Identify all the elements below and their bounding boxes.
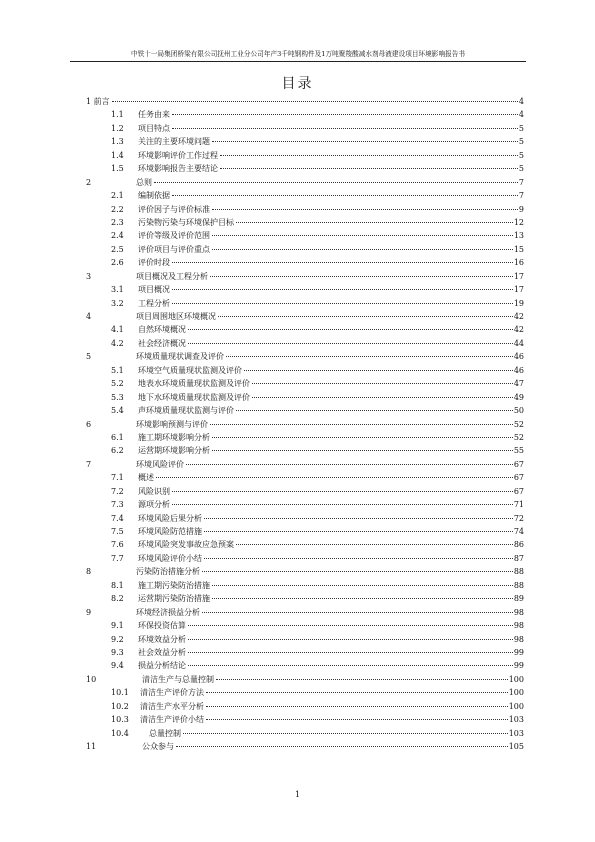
toc-entry[interactable]: [86, 565, 524, 578]
toc-entry-page: 50: [513, 406, 524, 416]
toc-entry-page: 67: [513, 486, 524, 496]
toc-dot-leader: [176, 746, 508, 747]
toc-entry-number: 1.5: [111, 164, 124, 174]
toc-entry-number: 4: [86, 312, 92, 321]
toc-dot-leader: [220, 155, 518, 156]
toc-entry-number: 6.2: [111, 446, 124, 456]
toc-entry[interactable]: [86, 552, 524, 565]
toc-entry-page: 67: [513, 459, 524, 469]
toc-entry[interactable]: [86, 619, 524, 632]
toc-dot-leader: [188, 625, 513, 626]
toc-entry[interactable]: [86, 364, 524, 377]
toc-entry-title: 关注的主要环境问题: [138, 137, 210, 147]
toc-entry-page: 74: [513, 527, 524, 536]
toc-dot-leader: [212, 437, 513, 438]
toc-dot-leader: [186, 464, 513, 465]
toc-entry[interactable]: [86, 203, 524, 216]
toc-entry-number: 2: [86, 177, 92, 187]
toc-entry[interactable]: [86, 122, 524, 135]
header-rule: [70, 61, 526, 62]
toc-entry-number: 9.2: [111, 634, 124, 644]
toc-entry-page: 49: [513, 392, 524, 402]
toc-entry-number: 2.5: [111, 244, 124, 254]
toc-entry-number: 5.3: [111, 392, 124, 402]
toc-entry-number: 1.3: [111, 137, 124, 147]
toc-dot-leader: [204, 558, 513, 559]
toc-dot-leader: [212, 235, 513, 236]
toc-entry[interactable]: [86, 310, 524, 323]
toc-dot-leader: [212, 450, 513, 451]
toc-entry-page: 98: [513, 607, 524, 617]
toc-entry-page: 5: [518, 137, 524, 147]
toc-dot-leader: [172, 195, 518, 196]
toc-entry[interactable]: [86, 189, 524, 202]
toc-entry-page: 103: [508, 715, 524, 725]
toc-entry-page: 99: [513, 647, 524, 657]
toc-entry-title: 总量控制: [149, 728, 181, 738]
toc-dot-leader: [202, 612, 513, 613]
toc-entry-title: 环境空气质量现状监测及评价: [138, 365, 242, 375]
toc-entry-page: 87: [513, 553, 524, 563]
toc-entry[interactable]: [86, 162, 524, 175]
toc-dot-leader: [172, 114, 518, 115]
toc-dot-leader: [183, 733, 508, 734]
toc-entry-page: 103: [508, 728, 524, 738]
toc-entry-page: 4: [518, 97, 524, 106]
toc-entry-title: 声环境质量现状监测与评价: [138, 406, 234, 416]
table-of-contents: [86, 95, 524, 753]
toc-dot-leader: [202, 571, 513, 572]
toc-entry-title: 项目周围地区环境概况: [136, 312, 216, 321]
toc-entry-page: 7: [518, 177, 524, 187]
toc-dot-leader: [204, 518, 513, 519]
toc-entry-number: 5.1: [111, 365, 124, 375]
toc-entry[interactable]: [86, 606, 524, 619]
toc-entry-number: 6.1: [111, 432, 124, 442]
toc-entry[interactable]: [86, 283, 524, 296]
toc-entry[interactable]: [86, 727, 524, 740]
toc-entry[interactable]: [86, 485, 524, 498]
toc-dot-leader: [172, 491, 513, 492]
toc-entry-title: 环境质量现状调查及评价: [136, 352, 224, 362]
toc-dot-leader: [252, 397, 513, 398]
toc-entry-title: 任务由来: [138, 110, 170, 120]
toc-entry[interactable]: [86, 135, 524, 148]
toc-dot-leader: [206, 692, 508, 693]
toc-entry-page: 99: [513, 661, 524, 671]
toc-entry[interactable]: [86, 471, 524, 484]
toc-dot-leader: [244, 370, 513, 371]
toc-entry[interactable]: [86, 404, 524, 417]
toc-entry[interactable]: [86, 444, 524, 457]
toc-entry-number: 3: [86, 271, 92, 281]
toc-title: 目录: [281, 76, 314, 92]
toc-entry-number: 8.2: [111, 594, 124, 604]
toc-entry-title: 评价项目与评价重点: [138, 244, 210, 254]
toc-entry-page: 17: [513, 285, 524, 295]
toc-entry-page: 7: [518, 191, 524, 201]
toc-dot-leader: [212, 209, 518, 210]
toc-entry-page: 5: [518, 123, 524, 133]
toc-entry[interactable]: [86, 149, 524, 162]
toc-entry-title: 社会经济概况: [138, 338, 186, 348]
toc-entry-title: 地表水环境质量现状监测及评价: [138, 379, 250, 389]
toc-entry-page: 98: [513, 621, 524, 631]
toc-entry-page: 15: [513, 244, 524, 254]
toc-dot-leader: [172, 262, 513, 263]
toc-entry[interactable]: [86, 337, 524, 350]
toc-entry-number: 9.1: [111, 621, 124, 631]
toc-entry-title: 清洁生产评价方法: [140, 688, 204, 698]
toc-entry[interactable]: [86, 256, 524, 269]
toc-entry[interactable]: [86, 659, 524, 672]
toc-entry[interactable]: [86, 592, 524, 605]
toc-dot-leader: [212, 141, 518, 142]
toc-dot-leader: [210, 276, 513, 277]
toc-dot-leader: [188, 329, 513, 330]
toc-entry-number: 7.2: [111, 486, 124, 496]
toc-entry-title: 评价等级及评价范围: [138, 231, 210, 241]
toc-entry-page: 52: [513, 419, 524, 429]
toc-entry-page: 55: [513, 446, 524, 456]
toc-dot-leader: [172, 289, 513, 290]
toc-dot-leader: [204, 531, 513, 532]
toc-entry-number: 4.2: [111, 338, 124, 348]
toc-entry-title: 环保投资估算: [138, 621, 186, 631]
toc-entry-title: 编制依据: [138, 191, 170, 201]
toc-entry-title: 环境影响报告主要结论: [138, 164, 218, 174]
toc-entry-title: 评价时段: [138, 258, 170, 268]
toc-entry-number: 7.1: [111, 473, 124, 483]
toc-entry-page: 86: [513, 540, 524, 550]
toc-entry[interactable]: [86, 391, 524, 404]
toc-entry-title: 自然环境概况: [138, 325, 186, 335]
toc-entry-page: 88: [513, 567, 524, 577]
toc-entry[interactable]: [86, 633, 524, 646]
toc-entry-number: 10.1: [111, 688, 129, 698]
toc-entry-number: 10.4: [111, 728, 129, 738]
toc-entry-number: 8: [86, 567, 92, 577]
toc-entry-number: 1 前言: [86, 97, 110, 106]
toc-entry[interactable]: [86, 673, 524, 686]
toc-dot-leader: [188, 652, 513, 653]
toc-dot-leader: [188, 343, 513, 344]
toc-entry-page: 19: [513, 298, 524, 308]
toc-entry-number: 2.1: [111, 191, 124, 201]
toc-entry-number: 7.4: [111, 513, 124, 523]
toc-entry[interactable]: [86, 216, 524, 229]
toc-entry[interactable]: [86, 176, 524, 189]
toc-entry[interactable]: [86, 95, 524, 108]
toc-dot-leader: [226, 356, 513, 357]
toc-entry-title: 项目特点: [138, 123, 170, 133]
toc-entry-title: 工程分析: [138, 298, 170, 308]
toc-entry-page: 47: [513, 379, 524, 389]
toc-entry-number: 9.3: [111, 647, 124, 657]
toc-dot-leader: [216, 679, 508, 680]
running-header: 中铁十一局集团桥梁有限公司抚州工业分公司年产3千吨钢构件及1万吨聚羧酸减水剂母液建设项目环境影响报告书: [130, 50, 466, 58]
toc-dot-leader: [154, 182, 518, 183]
toc-entry-page: 5: [518, 150, 524, 160]
toc-entry-title: 环境效益分析: [138, 634, 186, 644]
toc-entry[interactable]: [86, 297, 524, 310]
toc-dot-leader: [156, 477, 513, 478]
toc-entry-page: 52: [513, 432, 524, 442]
toc-dot-leader: [210, 424, 513, 425]
toc-entry-page: 88: [513, 580, 524, 590]
toc-entry-number: 9: [86, 607, 92, 617]
toc-entry[interactable]: [86, 458, 524, 471]
toc-entry-number: 7.3: [111, 500, 124, 510]
toc-entry-title: 损益分析结论: [138, 661, 186, 671]
toc-dot-leader: [252, 383, 513, 384]
toc-entry-title: 运营期环境影响分析: [138, 446, 210, 456]
toc-entry[interactable]: [86, 243, 524, 256]
toc-entry-title: 环境风险突发事故应急预案: [138, 540, 234, 550]
toc-entry-page: 71: [513, 500, 524, 510]
toc-dot-leader: [236, 410, 513, 411]
toc-entry-number: 2.3: [111, 217, 124, 227]
toc-entry-number: 10: [86, 674, 97, 684]
toc-dot-leader: [236, 544, 513, 545]
toc-entry-page: 5: [518, 164, 524, 174]
toc-entry-page: 9: [518, 204, 524, 214]
toc-entry[interactable]: [86, 108, 524, 121]
toc-entry[interactable]: [86, 512, 524, 525]
toc-entry-title: 源项分析: [138, 500, 170, 510]
toc-entry-title: 环境风险评价: [136, 459, 184, 469]
toc-entry-page: 13: [513, 231, 524, 241]
toc-entry-page: 46: [513, 365, 524, 375]
toc-entry[interactable]: [86, 377, 524, 390]
toc-entry[interactable]: [86, 538, 524, 551]
toc-entry-number: 3.2: [111, 298, 124, 308]
toc-entry-title: 清洁生产与总量控制: [142, 674, 214, 684]
toc-entry-title: 清洁生产评价小结: [140, 715, 204, 725]
toc-entry-number: 8.1: [111, 580, 124, 590]
toc-dot-leader: [220, 168, 518, 169]
toc-dot-leader: [172, 504, 513, 505]
toc-entry-title: 项目概况: [138, 285, 170, 295]
toc-entry-title: 公众参与: [142, 742, 174, 751]
toc-entry-number: 1.1: [111, 110, 124, 120]
toc-entry-page: 42: [513, 312, 524, 321]
toc-entry-title: 环境影响评价工作过程: [138, 150, 218, 160]
toc-entry-number: 7.6: [111, 540, 124, 550]
toc-entry[interactable]: [86, 498, 524, 511]
toc-entry-page: 72: [513, 513, 524, 523]
toc-entry[interactable]: [86, 418, 524, 431]
toc-entry-number: 2.6: [111, 258, 124, 268]
toc-dot-leader: [188, 665, 513, 666]
toc-entry-title: 社会效益分析: [138, 647, 186, 657]
toc-entry-title: 总则: [136, 177, 152, 187]
toc-entry-page: 17: [513, 271, 524, 281]
toc-entry[interactable]: [86, 740, 524, 753]
toc-entry-page: 100: [508, 701, 524, 711]
toc-dot-leader: [212, 249, 513, 250]
toc-entry-page: 100: [508, 674, 524, 684]
toc-entry-page: 4: [518, 110, 524, 120]
toc-dot-leader: [206, 719, 508, 720]
toc-entry-number: 1.2: [111, 123, 124, 133]
toc-entry-number: 6: [86, 419, 92, 429]
toc-entry-number: 7.7: [111, 553, 124, 563]
toc-entry-number: 5: [86, 352, 92, 362]
toc-entry-number: 2.2: [111, 204, 124, 214]
toc-entry-number: 5.4: [111, 406, 124, 416]
toc-dot-leader: [218, 316, 513, 317]
page-number: 1: [294, 790, 301, 799]
toc-entry-title: 环境风险防范措施: [138, 527, 202, 536]
toc-entry-title: 污染物污染与环境保护目标: [138, 217, 234, 227]
toc-entry-number: 2.4: [111, 231, 124, 241]
toc-entry-title: 环境风险后果分析: [138, 513, 202, 523]
toc-entry[interactable]: [86, 350, 524, 363]
toc-entry-title: 环境风险评价小结: [138, 553, 202, 563]
toc-entry-title: 地下水环境质量现状监测及评价: [138, 392, 250, 402]
toc-entry[interactable]: [86, 646, 524, 659]
toc-entry-page: 12: [513, 217, 524, 227]
toc-entry[interactable]: [86, 229, 524, 242]
toc-dot-leader: [206, 706, 508, 707]
toc-entry[interactable]: [86, 686, 524, 699]
toc-entry[interactable]: [86, 700, 524, 713]
toc-entry[interactable]: [86, 525, 524, 538]
toc-entry-number: 7: [86, 459, 92, 469]
toc-entry-title: 施工期环境影响分析: [138, 432, 210, 442]
toc-entry-title: 项目概况及工程分析: [136, 271, 208, 281]
toc-entry-number: 9.4: [111, 661, 124, 671]
toc-dot-leader: [188, 639, 513, 640]
toc-entry-page: 44: [513, 338, 524, 348]
toc-entry[interactable]: [86, 323, 524, 336]
toc-entry-number: 7.5: [111, 527, 124, 536]
toc-entry-number: 4.1: [111, 325, 124, 335]
toc-entry-number: 10.2: [111, 701, 129, 711]
toc-entry-number: 10.3: [111, 715, 129, 725]
toc-entry-title: 概述: [138, 473, 154, 483]
toc-dot-leader: [112, 101, 518, 102]
toc-dot-leader: [212, 598, 513, 599]
toc-entry-number: 1.4: [111, 150, 124, 160]
toc-entry-title: 施工期污染防治措施: [138, 580, 210, 590]
toc-entry-page: 16: [513, 258, 524, 268]
toc-entry-title: 污染防治措施分析: [136, 567, 200, 577]
toc-entry-page: 89: [513, 594, 524, 604]
toc-entry-page: 100: [508, 688, 524, 698]
toc-entry-title: 环境影响预测与评价: [136, 419, 208, 429]
toc-entry-page: 42: [513, 325, 524, 335]
toc-dot-leader: [172, 128, 518, 129]
toc-entry-number: 11: [86, 742, 97, 751]
toc-entry-page: 98: [513, 634, 524, 644]
toc-entry[interactable]: [86, 579, 524, 592]
toc-entry-number: 3.1: [111, 285, 124, 295]
toc-entry-title: 清洁生产水平分析: [140, 701, 204, 711]
toc-entry-title: 评价因子与评价标准: [138, 204, 210, 214]
toc-dot-leader: [236, 222, 513, 223]
toc-entry[interactable]: [86, 431, 524, 444]
toc-entry-title: 风险识别: [138, 486, 170, 496]
toc-entry-page: 67: [513, 473, 524, 483]
toc-dot-leader: [212, 585, 513, 586]
toc-entry-page: 105: [508, 742, 524, 751]
toc-entry-title: 环境经济损益分析: [136, 607, 200, 617]
toc-dot-leader: [172, 303, 513, 304]
toc-entry[interactable]: [86, 270, 524, 283]
toc-entry-title: 运营期污染防治措施: [138, 594, 210, 604]
toc-entry[interactable]: [86, 713, 524, 726]
toc-entry-number: 5.2: [111, 379, 124, 389]
toc-entry-page: 46: [513, 352, 524, 362]
